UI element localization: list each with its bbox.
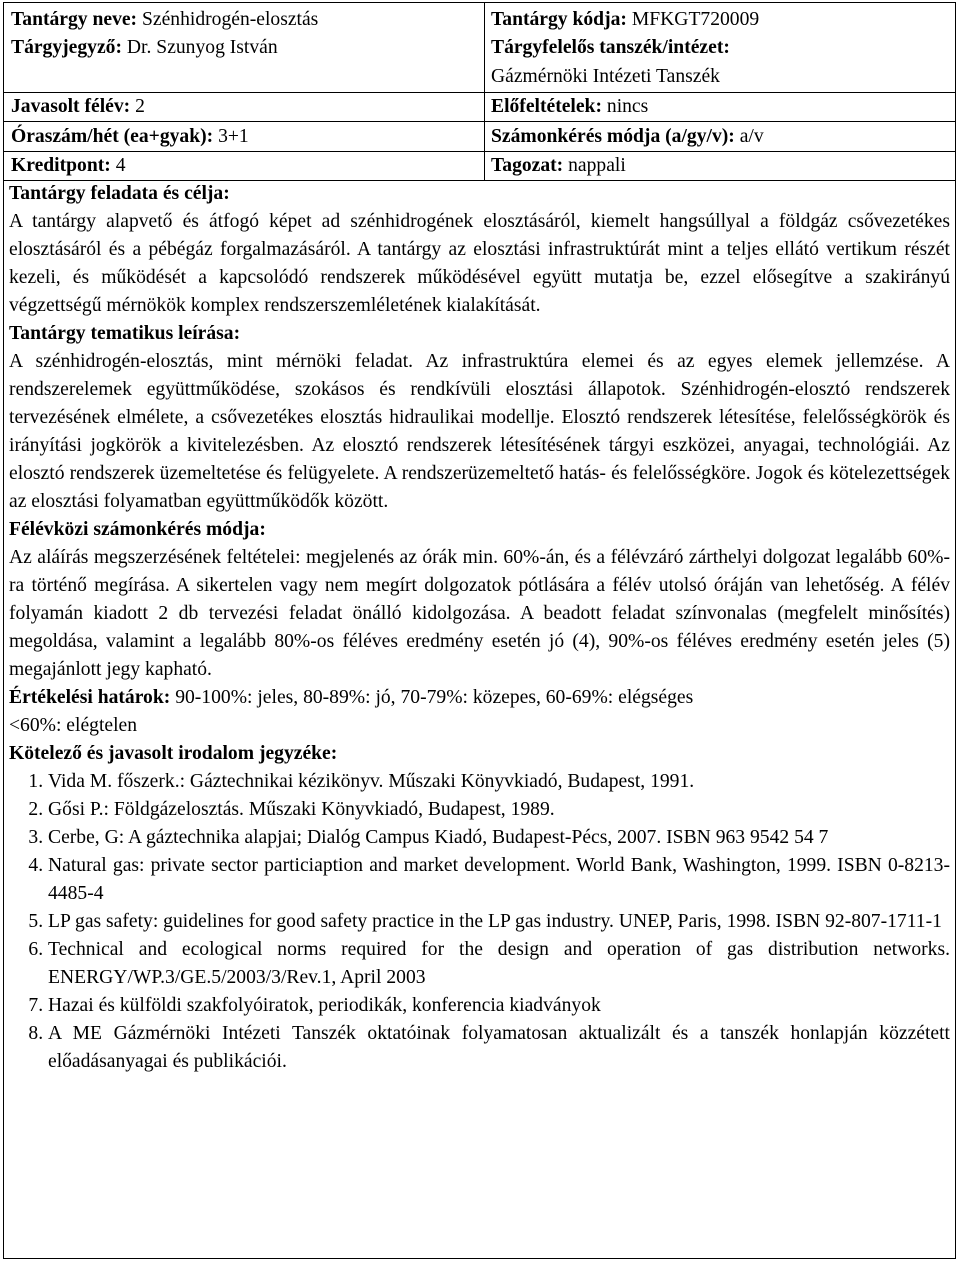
list-item: 8. A ME Gázmérnöki Intézeti Tanszék oktatóinak folyamatosan aktualizált és a tanszék honlapján közzétett előadásanyagai és publikációi. <box>48 1020 950 1076</box>
hours-row <box>11 123 249 151</box>
code-label: Tantárgy kódja: <box>491 9 627 30</box>
dept-label: Tárgyfelelős tanszék/intézet: <box>491 37 730 58</box>
grading-row <box>9 684 950 712</box>
credits: 4 <box>115 155 126 176</box>
code-row <box>491 6 759 34</box>
semester-label: Javasolt félév: <box>11 96 131 117</box>
course-body <box>9 180 950 1076</box>
lecturer-label: Tárgyjegyző: <box>11 37 122 58</box>
mode-row <box>491 152 626 180</box>
list-item: 6. Technical and ecological norms required for the design and operation of gas distribution networks. ENERGY/WP.3/GE.5/2003/3/Rev.1, April 2003 <box>48 936 950 992</box>
topics-text: A szénhidrogén-elosztás, mint mérnöki feladat. Az infrastruktúra elemei és az egyes elemek jellemzése. A rendszerelemek együttműködése, szokásos és rendkívüli elosztási állapotok. Szénhidrogén-elosztó rendszerek tervezésének elmélete, a csővezetékes elosztás hidraulikai modellje. Elosztó rendszerek létesítése, felelősségkörök és irányítási jogkörök a kivitelezésben. Az elosztó rendszerek létesítésének tárgyi eszközei, anyagai, technológiái. Az elosztó rendszerek üzemeltetése és felügyelete. A rendszerüzemeltető hatás- és felelősségköre. Jogok és kötelezettségek az elosztási folyamatban együttműködők között. <box>9 351 950 512</box>
lecturer-row <box>11 34 278 62</box>
prereq: nincs <box>606 96 649 117</box>
topics-title: Tantárgy tematikus leírása: <box>9 323 241 344</box>
grading-text-2: <60%: elégtelen <box>9 715 138 736</box>
code: MFKGT720009 <box>631 9 760 30</box>
subject-name-row <box>11 6 318 34</box>
exam-label: Számonkérés módja (a/gy/v): <box>491 126 735 147</box>
list-item: 1. Vida M. főszerk.: Gáztechnikai kézikönyv. Műszaki Könyvkiadó, Budapest, 1991. <box>48 768 950 796</box>
dept-label-row <box>491 34 730 62</box>
grading-label: Értékelési határok: <box>9 687 171 708</box>
credits-label: Kreditpont: <box>11 155 111 176</box>
subject-name-label: Tantárgy neve: <box>11 9 138 30</box>
header-column-divider <box>484 3 485 180</box>
exam-row <box>491 123 764 151</box>
header-divider <box>4 121 955 122</box>
header-divider <box>4 92 955 93</box>
list-item: 3. Cerbe, G: A gáztechnika alapjai; Dialóg Campus Kiadó, Budapest-Pécs, 2007. ISBN 963 9542 54 7 <box>48 824 950 852</box>
subject-name: Szénhidrogén-elosztás <box>142 9 319 30</box>
grading-text: 90-100%: jeles, 80-89%: jó, 70-79%: közepes, 60-69%: elégséges <box>175 687 694 708</box>
assessment-title: Félévközi számonkérés módja: <box>9 519 266 540</box>
hours-label: Óraszám/hét (ea+gyak): <box>11 126 214 147</box>
dept-row <box>491 63 720 91</box>
header-divider <box>4 151 955 152</box>
lecturer: Dr. Szunyog István <box>126 37 278 58</box>
assessment-text: Az aláírás megszerzésének feltételei: megjelenés az órák min. 60%-án, és a félévzáró zárthelyi dolgozat legalább 60%-ra történő megírása. A sikertelen vagy nem megírt dolgozatok pótlására a félév utolsó óráján van lehetőség. A félév folyamán kiadott 2 db tervezési feladat önálló kidolgozása. A beadott feladat színvonalas (megfelelt minősítés) megoldása, valamint a legalább 80%-os féléves eredmény esetén jó (4), 90%-os féléves eredmény esetén jeles (5) megajánlott jegy kapható. <box>9 547 950 680</box>
list-item: 4. Natural gas: private sector particiaption and market development. World Bank, Washington, 1999. ISBN 0-8213-4485-4 <box>48 852 950 908</box>
semester-row <box>11 93 145 121</box>
prereq-label: Előfeltételek: <box>491 96 602 117</box>
list-item: 7. Hazai és külföldi szakfolyóiratok, periodikák, konferencia kiadványok <box>48 992 950 1020</box>
mode: nappali <box>568 155 626 176</box>
mode-label: Tagozat: <box>491 155 564 176</box>
prereq-row <box>491 93 648 121</box>
aim-text: A tantárgy alapvető és átfogó képet ad szénhidrogének elosztásáról, kiemelt hangsúllyal a földgáz csővezetékes elosztásáról és a pébégáz forgalmazásáról. A tantárgy az elosztási infrastruktúrát mint a teljes ellátó vertikum részét kezeli, és működését a kapcsolódó rendszerek működésével együtt mutatja be, ezzel elősegítve a szakirányú végzettségű mérnökök komplex rendszerszemléletének kialakítását. <box>9 211 950 316</box>
exam: a/v <box>739 126 764 147</box>
dept: Gázmérnöki Intézeti Tanszék <box>491 66 720 87</box>
aim-title: Tantárgy feladata és célja: <box>9 183 230 204</box>
list-item: 5. LP gas safety: guidelines for good safety practice in the LP gas industry. UNEP, Paris, 1998. ISBN 92-807-1711-1 <box>48 908 950 936</box>
list-item: 2. Gősi P.: Földgázelosztás. Műszaki Könyvkiadó, Budapest, 1989. <box>48 796 950 824</box>
hours: 3+1 <box>218 126 249 147</box>
semester: 2 <box>135 96 145 117</box>
credits-row <box>11 152 126 180</box>
literature-title: Kötelező és javasolt irodalom jegyzéke: <box>9 743 338 764</box>
literature-list <box>9 768 950 1076</box>
